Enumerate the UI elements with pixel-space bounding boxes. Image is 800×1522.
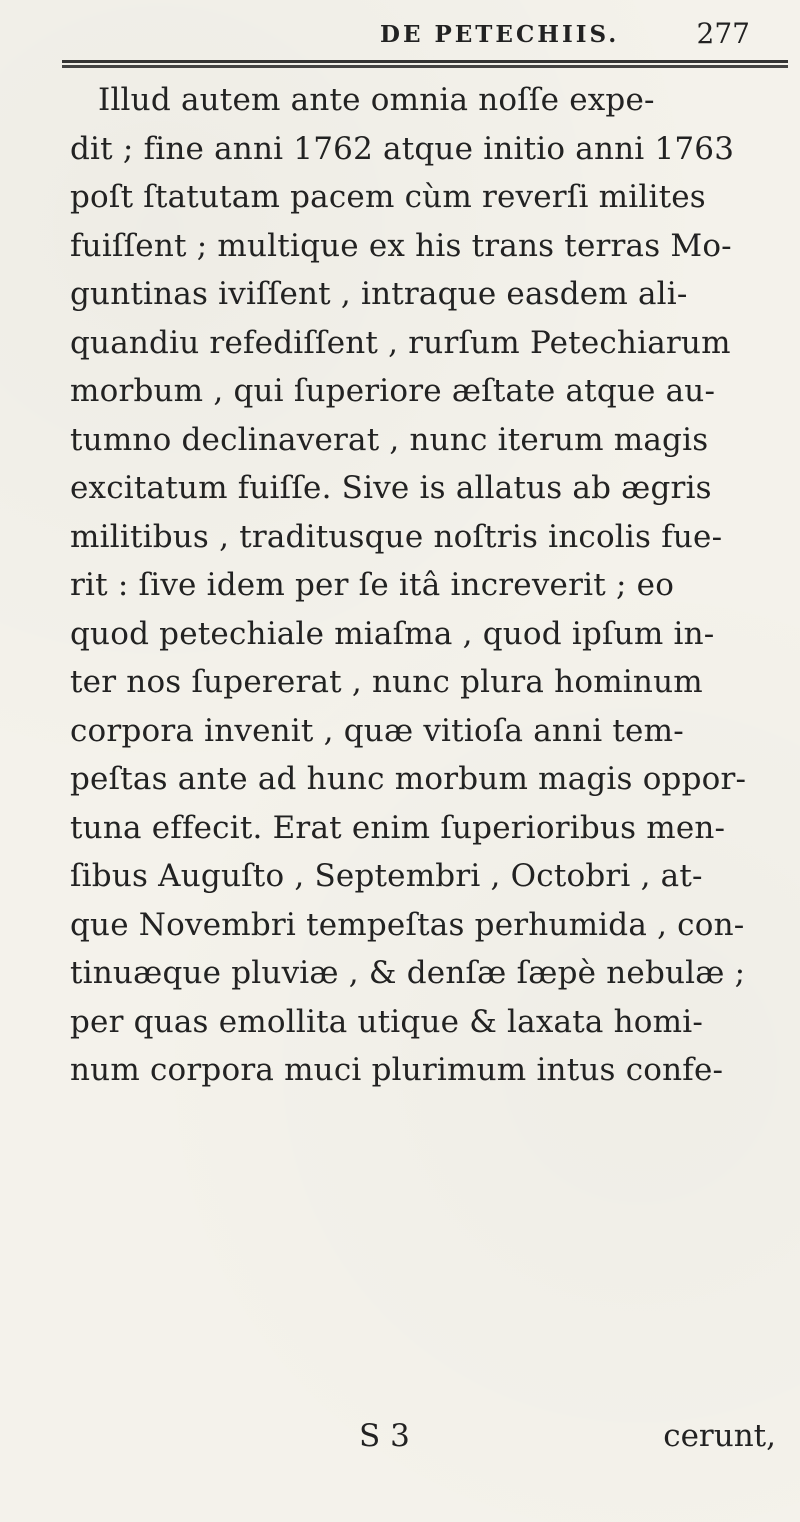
text-line: ſibus Auguſto , Septembri , Octobri , at- [70, 858, 703, 894]
text-line: tuna effecit. Erat enim ſuperioribus men- [70, 809, 726, 846]
text-line: tumno declinaverat , nunc iterum magis [70, 421, 709, 458]
page-footer [70, 1413, 776, 1459]
text-line: quandiu refediſſent , rurſum Petechiarum [70, 324, 731, 361]
text-line: rit : ſive idem per ſe itâ increverit ; eo [70, 567, 675, 603]
text-line: ter nos ſupererat , nunc plura hominum [70, 664, 703, 700]
text-line: corpora invenit , quæ vitioſa anni tem- [70, 712, 684, 749]
text-line: dit ; fine anni 1762 atque initio anni 1763 [70, 130, 735, 167]
text-line: tinuæque pluviæ , & denſæ ſæpè nebulæ ; [70, 955, 746, 991]
text-line: morbum , qui ſuperiore æſtate atque au- [70, 373, 716, 409]
page-number: 277 [696, 17, 750, 50]
running-title: DE PETECHIIS. [380, 20, 620, 48]
text-line: que Novembri tempeſtas perhumida , con- [70, 906, 745, 943]
text-line: quod petechiale miaſma , quod ipſum in- [70, 615, 715, 652]
page-header [380, 10, 750, 58]
text-line: excitatum fuiſſe. Sive is allatus ab ægris [70, 470, 712, 506]
text-line: Illud autem ante omnia noſſe expe- [98, 82, 655, 118]
text-line: per quas emollita utique & laxata homi- [70, 1003, 704, 1040]
text-line: fuiſſent ; multique ex his trans terras Mo- [70, 227, 732, 264]
text-line: guntinas iviſſent , intraque easdem ali- [70, 276, 688, 312]
signature-mark: S 3 [359, 1418, 410, 1454]
text-line: peſtas ante ad hunc morbum magis oppor- [70, 761, 747, 797]
body-text [70, 76, 776, 1095]
header-rule [62, 60, 788, 68]
text-line: militibus , traditusque noſtris incolis fue- [70, 518, 723, 555]
text-line: num corpora muci plurimum intus confe- [70, 1052, 724, 1088]
catchword: cerunt, [663, 1418, 776, 1454]
text-line: poſt ſtatutam pacem cùm reverſi milites [70, 179, 706, 215]
